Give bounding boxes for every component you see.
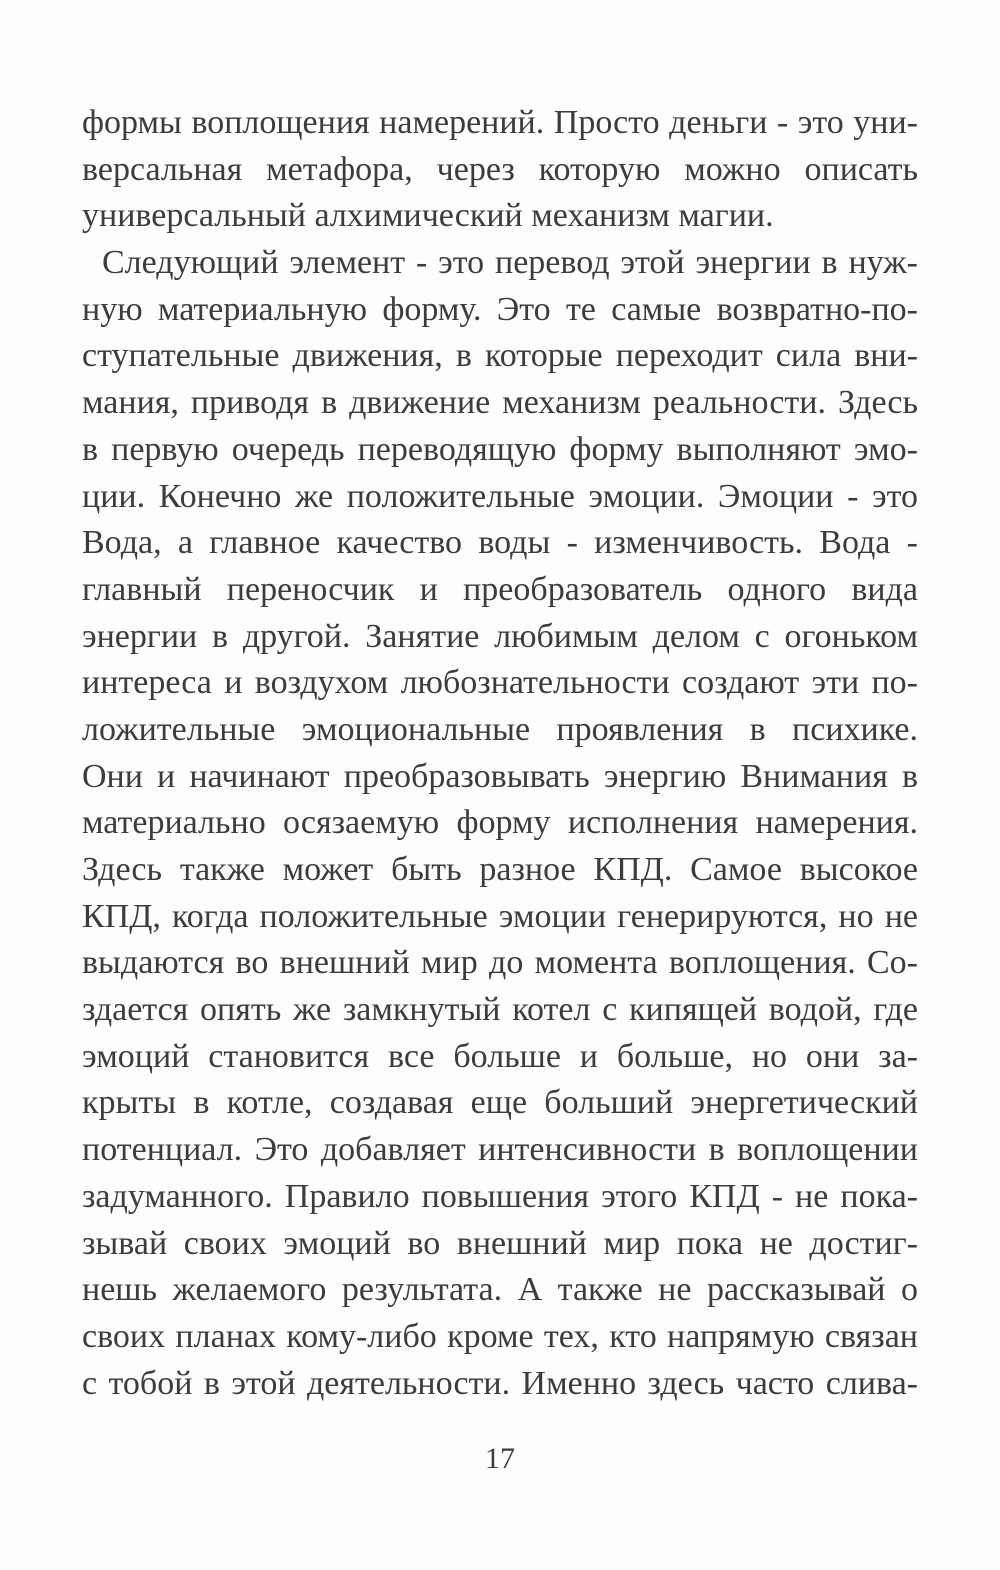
text-line: мания, приводя в движение механизм реальности. Здесь: [82, 384, 918, 422]
text-line: КПД, когда положительные эмоции генерируются, но не: [82, 897, 918, 935]
text-line: универсальный алхимический механизм магии.: [82, 197, 774, 235]
text-line: ную материальную форму. Это те самые возвратно-по-: [82, 290, 918, 328]
text-line: интереса и воздухом любознательности создают эти по-: [82, 664, 918, 702]
text-line: ции. Конечно же положительные эмоции. Эмоции - это: [82, 477, 918, 515]
text-line: материально осязаемую форму исполнения намерения.: [82, 804, 918, 842]
text-line: зывай своих эмоций во внешний мир пока не достиг-: [82, 1224, 918, 1262]
text-line: крыты в котле, создавая еще больший энергетический: [82, 1084, 918, 1122]
text-line: версальная метафора, через которую можно описать: [82, 150, 918, 188]
text-line: энергии в другой. Занятие любимым делом с огоньком: [82, 617, 918, 655]
text-line: Вода, а главное качество воды - изменчивость. Вода -: [82, 524, 918, 562]
text-line: задуманного. Правило повышения этого КПД - не пока-: [82, 1177, 918, 1215]
text-line: своих планах кому-либо кроме тех, кто напрямую связан: [82, 1317, 918, 1355]
text-line: формы воплощения намерений. Просто деньги - это уни-: [82, 104, 918, 141]
text-line: ступательные движения, в которые переходит сила вни-: [82, 337, 918, 375]
text-line: Следующий элемент - это перевод этой энергии в нуж-: [102, 244, 918, 282]
body-text: [82, 100, 918, 1407]
text-line: нешь желаемого результата. А также не рассказывай о: [82, 1271, 918, 1309]
text-line: эмоций становится все больше и больше, но они за-: [82, 1037, 918, 1075]
page-number: 17: [485, 1442, 515, 1475]
text-line: в первую очередь переводящую форму выполняют эмо-: [82, 430, 918, 468]
text-line: Здесь также может быть разное КПД. Самое высокое: [82, 851, 918, 888]
text-line: выдаются во внешний мир до момента воплощения. Со-: [82, 944, 918, 982]
text-line: ложительные эмоциональные проявления в психике.: [82, 710, 918, 748]
text-line: здается опять же замкнутый котел с кипящей водой, где: [82, 991, 918, 1029]
text-line: потенциал. Это добавляет интенсивности в воплощении: [82, 1131, 918, 1169]
text-line: с тобой в этой деятельности. Именно здесь часто слива-: [82, 1364, 918, 1402]
text-line: главный переносчик и преобразователь одного вида: [82, 570, 918, 608]
text-line: Они и начинают преобразовывать энергию Внимания в: [82, 757, 918, 795]
